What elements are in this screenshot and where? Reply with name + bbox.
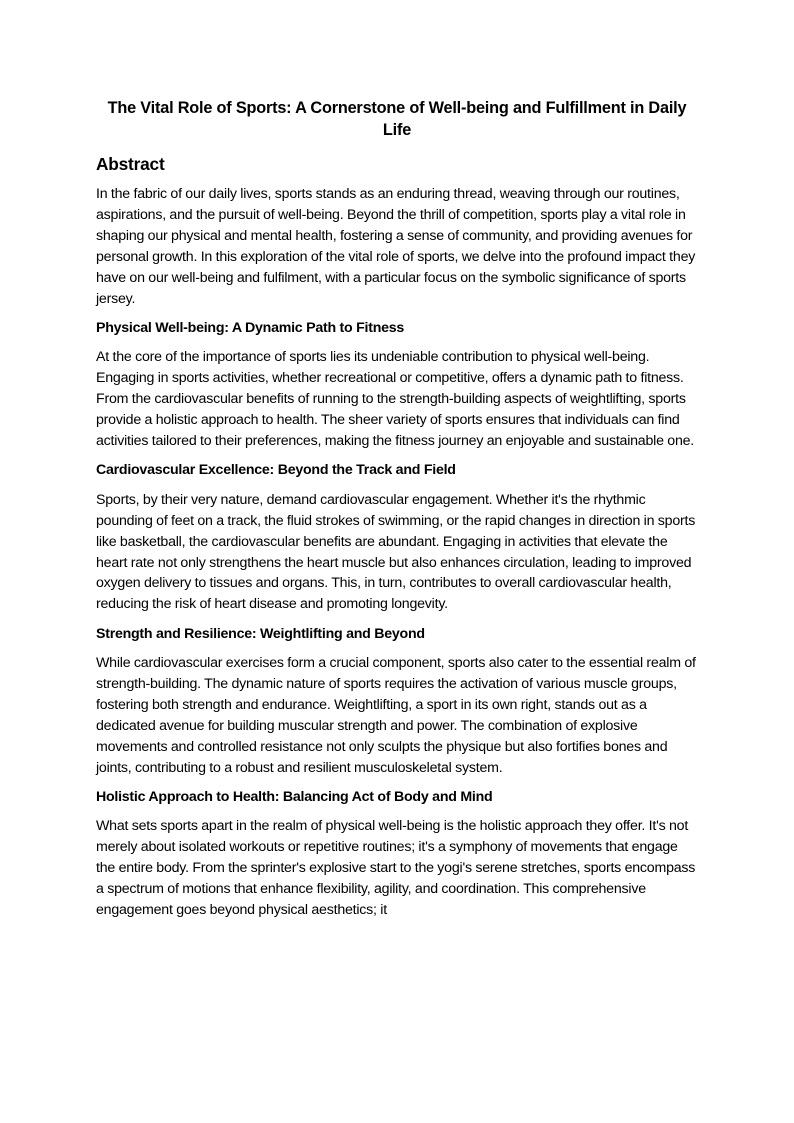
section-heading: Strength and Resilience: Weightlifting and Beyond [96, 625, 425, 642]
section-strength-resilience [96, 624, 698, 779]
document-body [96, 97, 698, 930]
section-paragraph: Sports, by their very nature, demand cardiovascular engagement. Whether it's the rhythmic pounding of feet on a track, the fluid strokes of swimming, or the rapid changes in direction in sports like basketball, the cardiovascular benefits are abundant. Engaging in activities that elevate the heart rate not only strengthens the heart muscle but also enhances circulation, leading to improved oxygen delivery to tissues and organs. This, in turn, contributes to overall cardiovascular health, reducing the risk of heart disease and promoting longevity. [96, 491, 696, 613]
section-physical-wellbeing [96, 318, 698, 452]
section-heading: Cardiovascular Excellence: Beyond the Track and Field [96, 462, 456, 479]
abstract-paragraph: In the fabric of our daily lives, sports stands as an enduring thread, weaving through our routines, aspirations, and the pursuit of well-being. Beyond the thrill of competition, sports play a vital role in shaping our physical and mental health, fostering a sense of community, and providing avenues for personal growth. In this exploration of the vital role of sports, we delve into the profound impact they have on our well-being and fulfilment, with a particular focus on the symbolic significance of sports jersey. [96, 186, 696, 307]
section-heading: Holistic Approach to Health: Balancing Act of Body and Mind [96, 789, 493, 806]
section-cardiovascular-excellence [96, 460, 698, 615]
document-title: The Vital Role of Sports: A Cornerstone of Well-being and Fulfillment in Daily Life [107, 99, 687, 139]
abstract-heading: Abstract [96, 154, 165, 174]
section-paragraph: While cardiovascular exercises form a crucial component, sports also cater to the essential realm of strength-building. The dynamic nature of sports requires the activation of various muscle groups, fostering both strength and endurance. Weightlifting, a sport in its own right, stands out as a dedicated avenue for building muscular strength and power. The combination of explosive movements and controlled resistance not only sculpts the physique but also fortifies bones and joints, contributing to a robust and resilient musculoskeletal system. [96, 655, 696, 776]
section-paragraph: At the core of the importance of sports lies its undeniable contribution to physical well-being. Engaging in sports activities, whether recreational or competitive, offers a dynamic path to fitness. From the cardiovascular benefits of running to the strength-building aspects of weightlifting, sports provide a holistic approach to health. The sheer variety of sports ensures that individuals can find activities tailored to their preferences, making the fitness journey an enjoyable and sustainable one. [96, 349, 695, 449]
section-paragraph: What sets sports apart in the realm of physical well-being is the holistic approach they offer. It's not merely about isolated workouts or repetitive routines; it's a symphony of movements that engage the entire body. From the sprinter's explosive start to the yogi's serene stretches, sports encompass a spectrum of motions that enhance flexibility, agility, and coordination. This comprehensive engagement goes beyond physical aesthetics; it [96, 818, 696, 919]
section-heading: Physical Well-being: A Dynamic Path to Fitness [96, 319, 405, 336]
section-holistic-approach [96, 787, 698, 921]
